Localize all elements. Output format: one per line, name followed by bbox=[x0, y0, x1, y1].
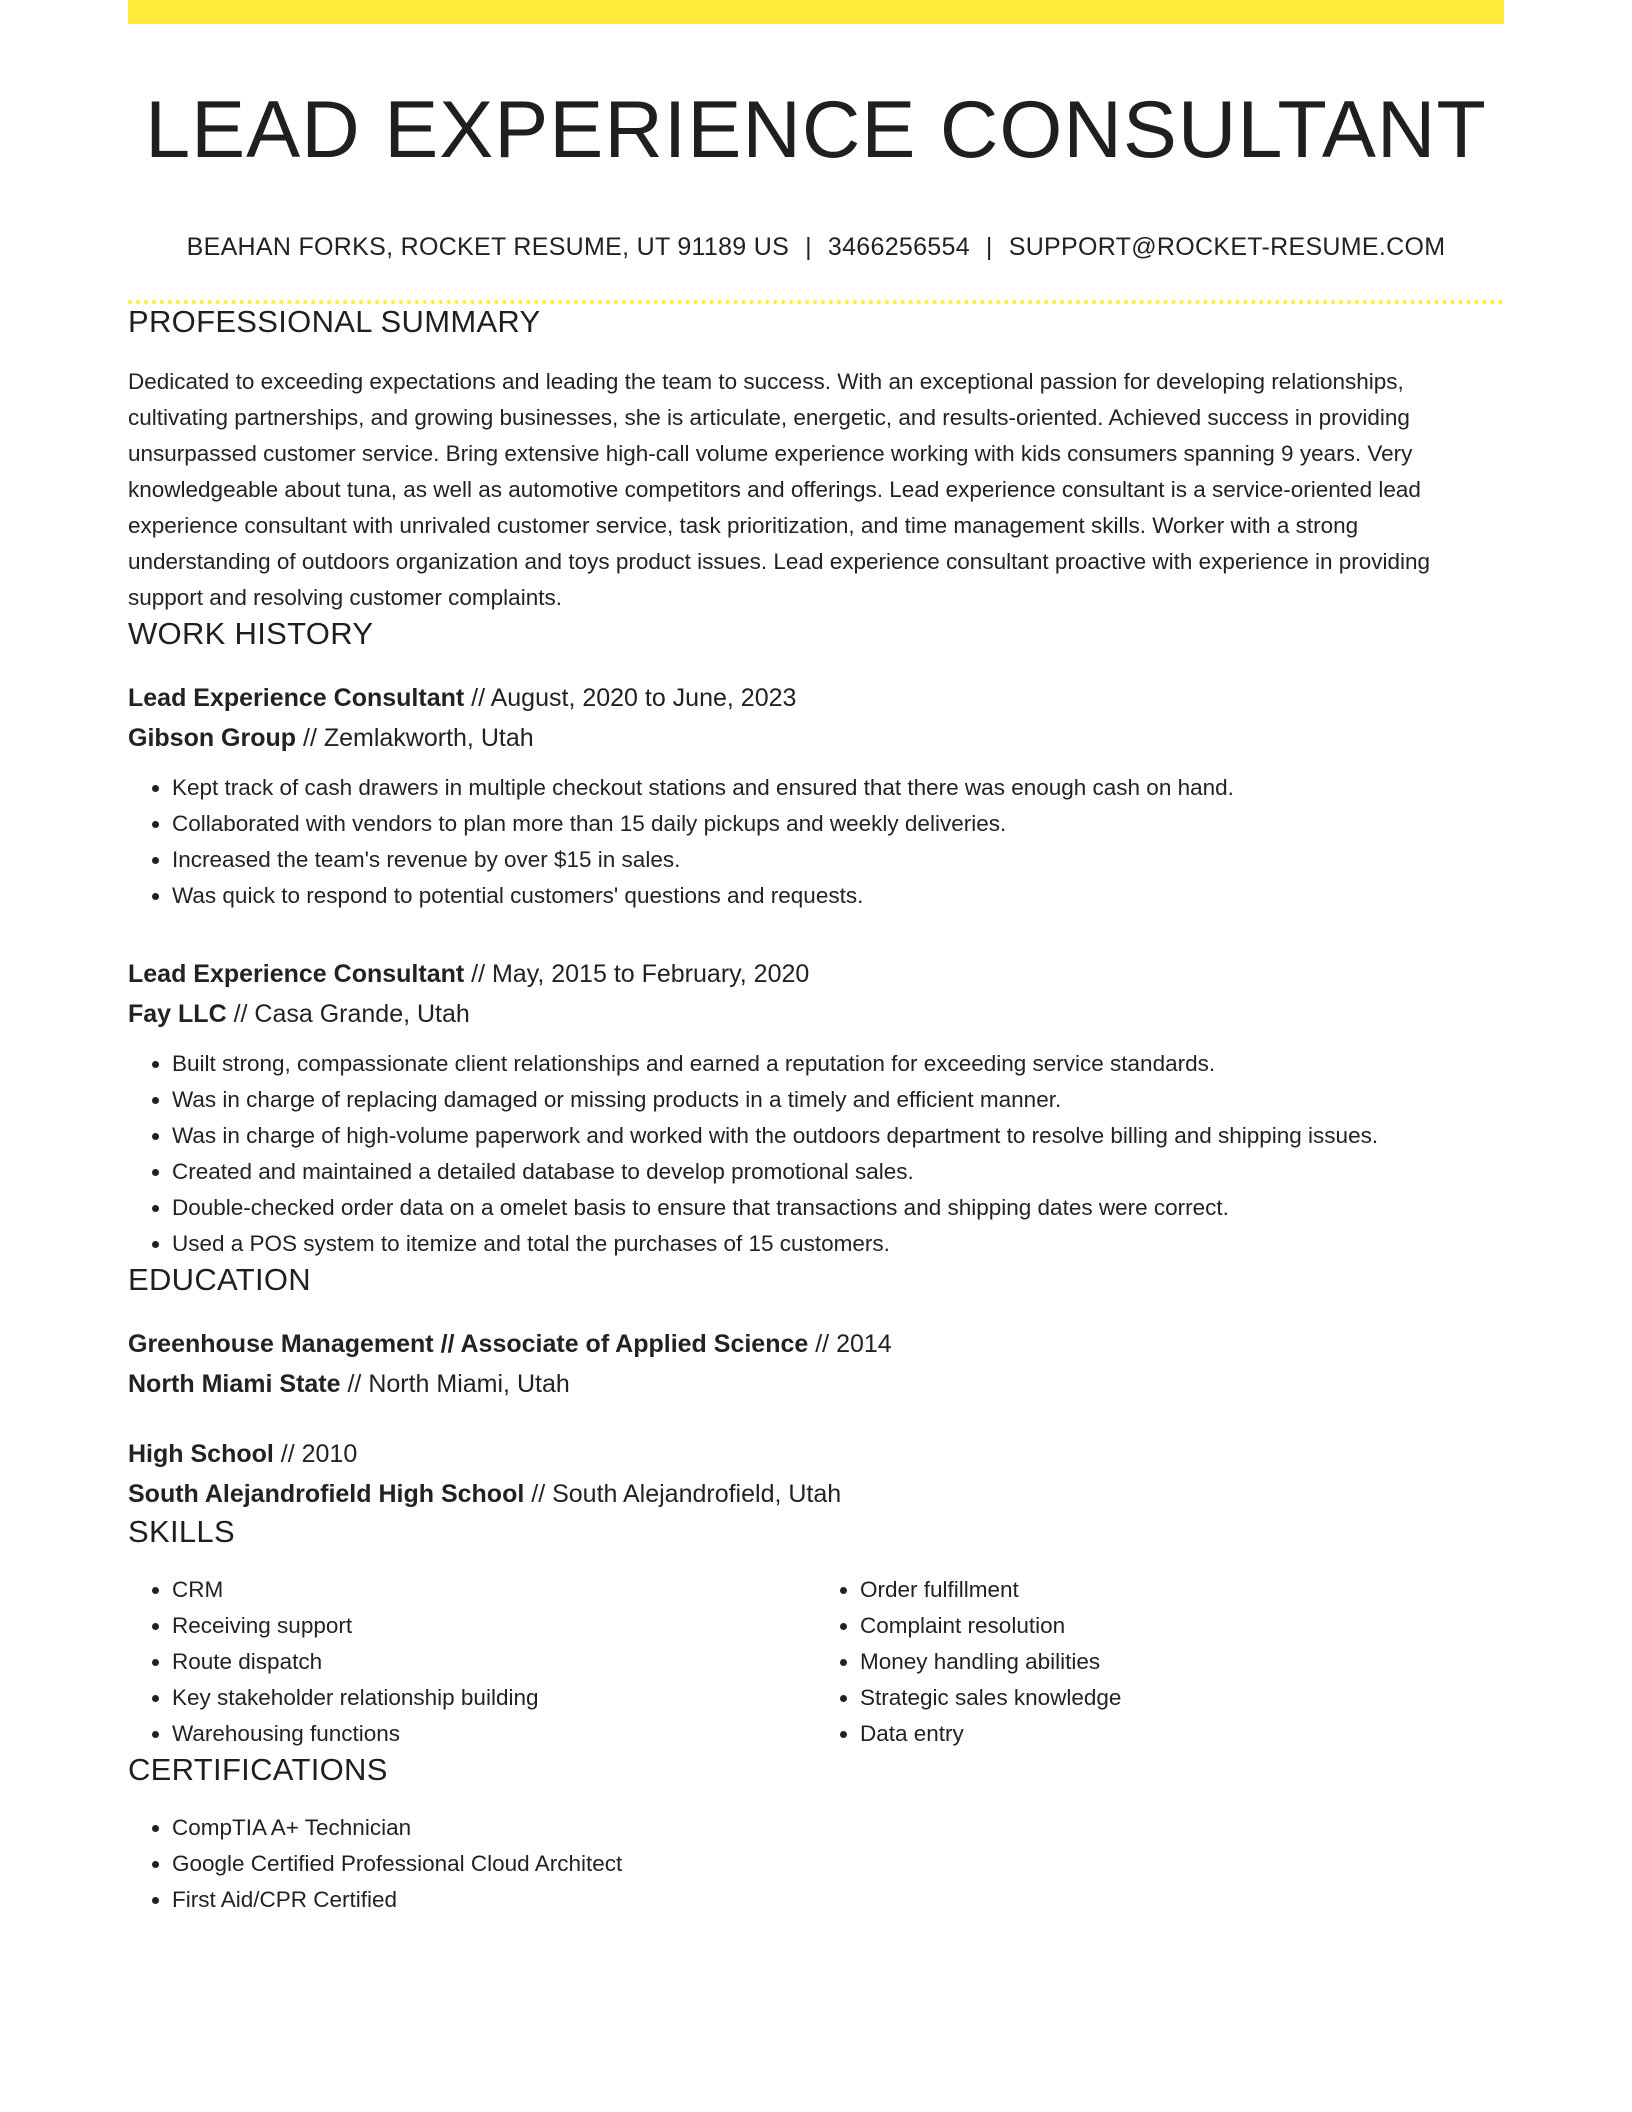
job-role: Lead Experience Consultant bbox=[128, 684, 465, 713]
job-company: Fay LLC bbox=[128, 1000, 227, 1029]
job-company: Gibson Group bbox=[128, 724, 297, 753]
list-item: • Kept track of cash drawers in multiple checkout stations and ensured that there was enough cash on hand. bbox=[172, 770, 1504, 806]
education-location: // South Alejandrofield, Utah bbox=[524, 1480, 842, 1509]
section-title-education: EDUCATION bbox=[128, 1262, 311, 1298]
list-item: • Google Certified Professional Cloud Architect bbox=[172, 1846, 1504, 1882]
section-title-work-history: WORK HISTORY bbox=[128, 616, 374, 652]
skills-list-right bbox=[816, 1572, 1504, 1752]
job-role-line bbox=[128, 954, 1504, 994]
list-item: • Receiving support bbox=[172, 1608, 816, 1644]
list-item: • Used a POS system to itemize and total the purchases of 15 customers. bbox=[172, 1226, 1504, 1262]
list-item: • Strategic sales knowledge bbox=[860, 1680, 1504, 1716]
education-degree: High School bbox=[128, 1440, 274, 1469]
education-entry bbox=[128, 1324, 1504, 1404]
list-item: • First Aid/CPR Certified bbox=[172, 1882, 1504, 1918]
list-item: • Was quick to respond to potential customers' questions and requests. bbox=[172, 878, 1504, 914]
contact-line bbox=[128, 233, 1504, 262]
section-title-skills: SKILLS bbox=[128, 1514, 235, 1550]
accent-top-bar bbox=[128, 0, 1504, 24]
summary-paragraph: Dedicated to exceeding expectations and leading the team to success. With an exceptional passion for developing relationships, cultivating partnerships, and growing businesses, she is articulate, energetic, and results-oriented. Achieved success in providing unsurpassed customer service. Bring extensive high-call volume experience working with kids consumers spanning 9 years. Very knowledgeable about tuna, as well as automotive competitors and offerings. Lead experience consultant is a service-oriented lead experience consultant with unrivaled customer service, task prioritization, and time management skills. Worker with a strong understanding of outdoors organization and toys product issues. Lead experience consultant proactive with experience in providing support and resolving customer complaints. bbox=[128, 369, 1431, 611]
list-item: • Order fulfillment bbox=[860, 1572, 1504, 1608]
list-item: • Complaint resolution bbox=[860, 1608, 1504, 1644]
education-year: // 2010 bbox=[273, 1440, 358, 1469]
list-item: • Built strong, compassionate client relationships and earned a reputation for exceeding service standards. bbox=[172, 1046, 1504, 1082]
section-title-certifications: CERTIFICATIONS bbox=[128, 1752, 388, 1788]
job-dates: // May, 2015 to February, 2020 bbox=[464, 960, 810, 989]
resume-page bbox=[128, 0, 1504, 1918]
job-company-line bbox=[128, 718, 1504, 758]
job-location: // Casa Grande, Utah bbox=[226, 1000, 470, 1029]
list-item: • Increased the team's revenue by over $15 in sales. bbox=[172, 842, 1504, 878]
education-entry bbox=[128, 1434, 1504, 1514]
job-role-line bbox=[128, 678, 1504, 718]
education-degree: Greenhouse Management // Associate of Applied Science bbox=[128, 1330, 809, 1359]
list-item: • Collaborated with vendors to plan more than 15 daily pickups and weekly deliveries. bbox=[172, 806, 1504, 842]
education-year: // 2014 bbox=[808, 1330, 892, 1359]
resume-title: LEAD EXPERIENCE CONSULTANT bbox=[145, 85, 1487, 175]
section-title-summary: PROFESSIONAL SUMMARY bbox=[128, 304, 541, 340]
list-item: • Money handling abilities bbox=[860, 1644, 1504, 1680]
education-school: South Alejandrofield High School bbox=[128, 1480, 525, 1509]
skills-list-left bbox=[128, 1572, 816, 1752]
education-school: North Miami State bbox=[128, 1370, 341, 1399]
job-entry bbox=[128, 954, 1504, 1262]
list-item: • Double-checked order data on a omelet basis to ensure that transactions and shipping dates were correct. bbox=[172, 1190, 1504, 1226]
job-company-line bbox=[128, 994, 1504, 1034]
contact-phone: 3466256554 bbox=[827, 233, 970, 262]
job-location: // Zemlakworth, Utah bbox=[296, 724, 534, 753]
job-bullets bbox=[128, 1046, 1504, 1262]
contact-separator: | bbox=[985, 233, 993, 262]
list-item: • Was in charge of high-volume paperwork and worked with the outdoors department to resolve billing and shipping issues. bbox=[172, 1118, 1504, 1154]
contact-email: SUPPORT@ROCKET-RESUME.COM bbox=[1008, 233, 1446, 262]
list-item: • CRM bbox=[172, 1572, 816, 1608]
certifications-list bbox=[128, 1810, 1504, 1918]
education-degree-line bbox=[128, 1434, 1504, 1474]
education-degree-line bbox=[128, 1324, 1504, 1364]
education-school-line bbox=[128, 1474, 1504, 1514]
list-item: • Created and maintained a detailed database to develop promotional sales. bbox=[172, 1154, 1504, 1190]
list-item: • Warehousing functions bbox=[172, 1716, 816, 1752]
job-dates: // August, 2020 to June, 2023 bbox=[464, 684, 797, 713]
contact-address: BEAHAN FORKS, ROCKET RESUME, UT 91189 US bbox=[186, 233, 790, 262]
skills-columns bbox=[128, 1572, 1504, 1752]
list-item: • Key stakeholder relationship building bbox=[172, 1680, 816, 1716]
contact-separator: | bbox=[805, 233, 812, 262]
list-item: • Route dispatch bbox=[172, 1644, 816, 1680]
list-item: • Was in charge of replacing damaged or missing products in a timely and efficient manner. bbox=[172, 1082, 1504, 1118]
list-item: • Data entry bbox=[860, 1716, 1504, 1752]
education-school-line bbox=[128, 1364, 1504, 1404]
list-item: • CompTIA A+ Technician bbox=[172, 1810, 1504, 1846]
job-role: Lead Experience Consultant bbox=[128, 960, 465, 989]
education-location: // North Miami, Utah bbox=[340, 1370, 570, 1399]
job-entry bbox=[128, 678, 1504, 914]
job-bullets bbox=[128, 770, 1504, 914]
